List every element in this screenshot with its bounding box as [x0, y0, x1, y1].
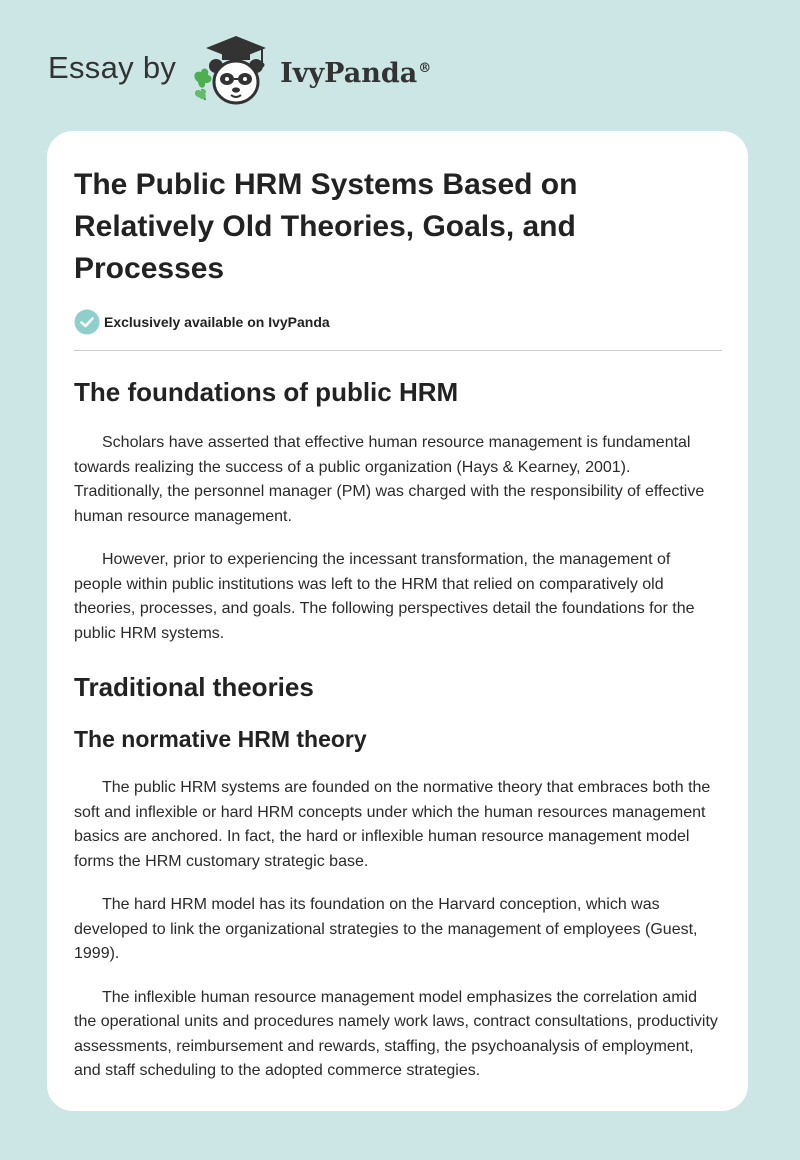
brand-prefix: Essay by: [48, 50, 177, 85]
panda-graduate-icon: [192, 34, 274, 110]
essay-card: [47, 131, 748, 1111]
brand-header[interactable]: [48, 34, 431, 110]
exclusive-badge: [74, 309, 722, 335]
paragraph: However, prior to experiencing the incessant transformation, the management of people within public institutions was left to the HRM that relied on comparatively old theories, processes, and goals. The following perspectives detail the foundations for the public HRM systems.: [74, 551, 695, 642]
section-heading-foundations: The foundations of public HRM: [74, 377, 459, 407]
registered-mark: ®: [418, 60, 432, 76]
paragraph: The inflexible human resource management model emphasizes the correlation amid the operational units and procedures namely work laws, contract consultations, productivity assessments, reimbursement and rewards, staffing, the psychoanalysis of employment, and staff scheduling to the adopted commerce strategies.: [74, 988, 718, 1079]
paragraph: Scholars have asserted that effective human resource management is fundamental towards realizing the success of a public organization (Hays & Kearney, 2001). Traditionally, the personnel manager (PM) was charged with the responsibility of effective human resource management.: [74, 434, 705, 525]
paragraph: The hard HRM model has its foundation on the Harvard conception, which was developed to link the organizational strategies to the management of employees (Guest, 1999).: [74, 896, 698, 962]
brand-name: IvyPanda®: [280, 57, 432, 89]
badge-label: Exclusively available on IvyPanda: [104, 314, 330, 330]
check-circle-icon: [74, 309, 100, 335]
paragraph: The public HRM systems are founded on the normative theory that embraces both the soft and inflexible or hard HRM concepts under which the human resources management basics are anchored. In fact, the hard or inflexible human resource management model forms the HRM customary strategic base.: [74, 779, 711, 870]
page-title: The Public HRM Systems Based on Relatively Old Theories, Goals, and Processes: [74, 168, 578, 285]
section-heading-traditional-theories: Traditional theories: [74, 672, 314, 702]
title-divider: [74, 350, 722, 351]
subsection-heading-normative-theory: The normative HRM theory: [74, 726, 367, 752]
